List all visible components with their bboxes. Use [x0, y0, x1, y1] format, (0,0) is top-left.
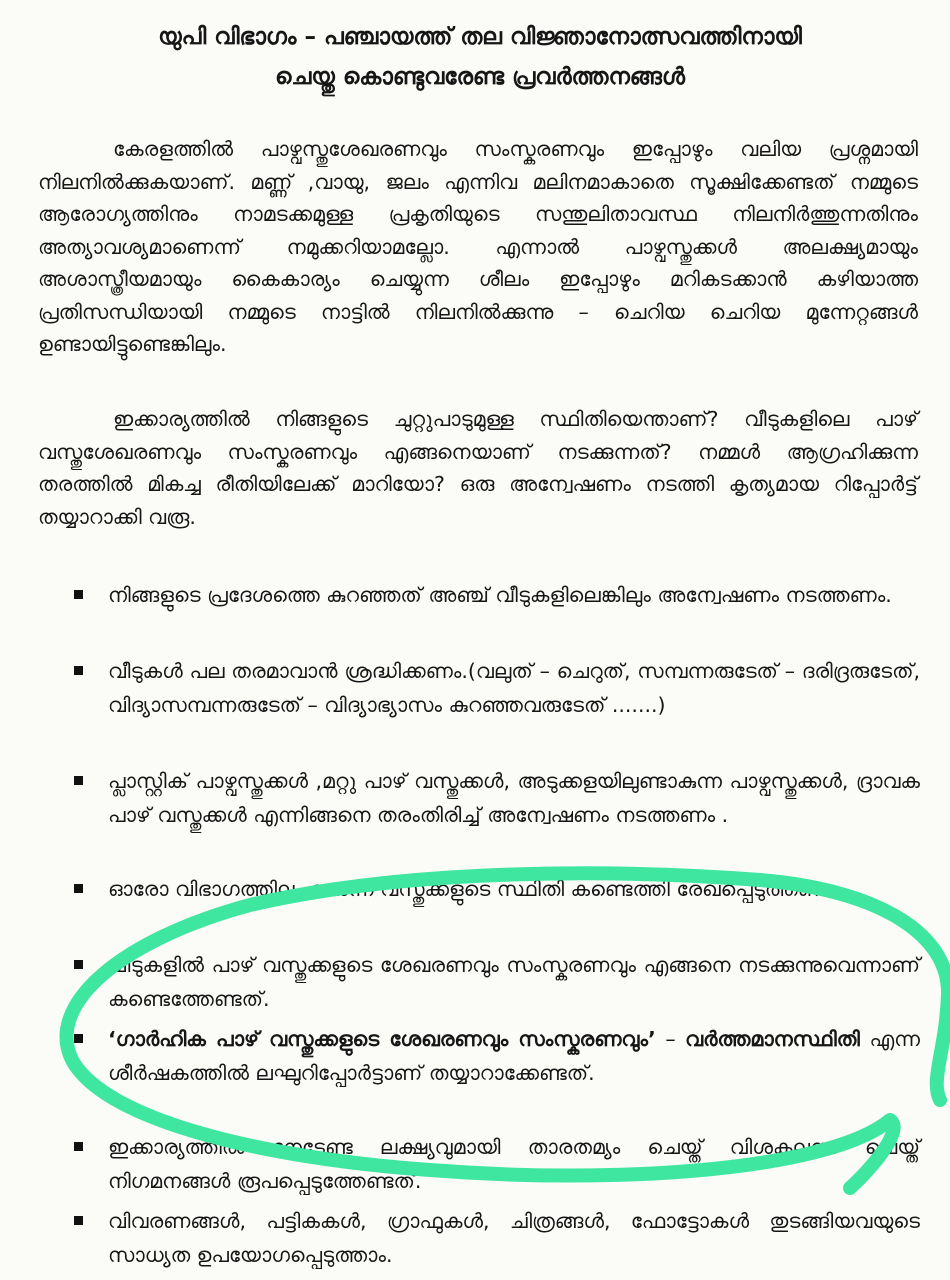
square-bullet-icon	[74, 1216, 83, 1225]
report-title-rest: എന്ന ശീർഷകത്തിൽ ലഘുറിപ്പോർട്ടാണ് തയ്യാറാക്കേണ്ടത്.	[108, 1027, 920, 1085]
report-title-bold: ‘ഗാർഹിക പാഴ് വസ്തുക്കളുടെ ശേഖരണവും സംസ്കരണവും’	[108, 1027, 656, 1051]
list-item-text: വീടുകൾ പല തരമാവാൻ ശ്രദ്ധിക്കണം.(വലുത് – ചെറുത്, സമ്പന്നരുടേത് – ദരിദ്രരുടേത്, വിദ്യാസമ്പന്നരുടേത് – വിദ്യാഭ്യാസം കുറഞ്ഞവരുടേത് .......)	[108, 659, 920, 717]
square-bullet-icon	[74, 960, 83, 969]
page-title-line-1: യുപി വിഭാഗം – പഞ്ചായത്ത് തല വിജ്ഞാനോത്സവത്തിനായി	[158, 24, 802, 50]
list-item	[108, 872, 920, 906]
list-item	[108, 764, 920, 832]
list-item-text: വിവരണങ്ങൾ, പട്ടികകൾ, ഗ്രാഫുകൾ, ചിത്രങ്ങൾ, ഫോട്ടോകൾ തുടങ്ങിയവയുടെ സാധ്യത ഉപയോഗപ്പെടുത്താം.	[108, 1209, 920, 1267]
square-bullet-icon	[74, 776, 83, 785]
square-bullet-icon	[74, 1034, 83, 1043]
report-title-bold-tail: വർത്തമാനസ്ഥിതി	[685, 1027, 860, 1051]
intro-paragraph: കേരളത്തിൽ പാഴ്വസ്തുശേഖരണവും സംസ്കരണവും ഇപ്പോഴും വലിയ പ്രശ്നമായി നിലനിൽക്കുകയാണ്. മണ്ണ് ,വായു, ജലം എന്നിവ മലിനമാകാതെ സൂക്ഷിക്കേണ്ടത് നമ്മുടെ ആരോഗ്യത്തിനും നാമടക്കമുള്ള പ്രകൃതിയുടെ സന്തുലിതാവസ്ഥ നിലനിർത്തുന്നതിനും അത്യാവശ്യമാണെന്ന് നമുക്കറിയാമല്ലോ. എന്നാൽ പാഴ്വസ്തുക്കൾ അലക്ഷ്യമായും അശാസ്ത്രീയമായും കൈകാര്യം ചെയ്യുന്ന ശീലം ഇപ്പോഴും മറികടക്കാൻ കഴിയാത്ത പ്രതിസന്ധിയായി നമ്മുടെ നാട്ടിൽ നിലനിൽക്കുന്നു – ചെറിയ ചെറിയ മുന്നേറ്റങ്ങൾ ഉണ്ടായിട്ടുണ്ടെങ്കിലും.	[38, 137, 918, 356]
list-item	[108, 1204, 920, 1272]
square-bullet-icon	[74, 666, 83, 675]
list-item-text: ഓരോ വിഭാഗത്തിലും വരുന്ന വസ്തുക്കളുടെ സ്ഥിതി കണ്ടെത്തി രേഖപ്പെടുത്തണം.	[108, 877, 841, 901]
list-item	[108, 578, 920, 612]
list-item	[108, 1130, 920, 1198]
list-item	[108, 654, 920, 722]
list-item-text: നിങ്ങളുടെ പ്രദേശത്തെ കുറഞ്ഞത് അഞ്ച് വീടുകളിലെങ്കിലും അന്വേഷണം നടത്തണം.	[108, 583, 892, 607]
list-item	[108, 948, 920, 1016]
square-bullet-icon	[74, 590, 83, 599]
report-title-dash: –	[655, 1027, 686, 1051]
list-item-text: ഇക്കാര്യത്തിൽ നേടേണ്ട ലക്ഷ്യവുമായി താരതമ്യം ചെയ്ത് വിശകലനം ചെയ്ത് നിഗമനങ്ങൾ രൂപപ്പെടുത്തേണ്ടത്.	[108, 1135, 920, 1193]
square-bullet-icon	[74, 1142, 83, 1151]
task-paragraph: ഇക്കാര്യത്തിൽ നിങ്ങളുടെ ചുറ്റുപാടുമുള്ള സ്ഥിതിയെന്താണ്? വീടുകളിലെ പാഴ് വസ്തുശേഖരണവും സംസ്കരണവും എങ്ങനെയാണ് നടക്കുന്നത്? നമ്മൾ ആഗ്രഹിക്കുന്ന തരത്തിൽ മികച്ച രീതിയിലേക്ക് മാറിയോ? ഒരു അന്വേഷണം നടത്തി കൃത്യമായ റിപ്പോർട്ട് തയ്യാറാക്കി വരൂ.	[38, 407, 918, 529]
list-item-text: പ്ലാസ്റ്റിക് പാഴ്വസ്തുക്കൾ ,മറ്റു പാഴ് വസ്തുക്കൾ, അടുക്കളയിലുണ്ടാകുന്ന പാഴ്വസ്തുക്കൾ, ദ്രാവക പാഴ് വസ്തുക്കൾ എന്നിങ്ങനെ തരംതിരിച്ച് അന്വേഷണം നടത്തണം .	[108, 769, 920, 827]
list-item-report-title	[108, 1022, 920, 1090]
page-title-line-2: ചെയ്തു കൊണ്ടുവരേണ്ട പ്രവർത്തനങ്ങൾ	[274, 64, 685, 90]
list-item-text: വീടുകളിൽ പാഴ് വസ്തുക്കളുടെ ശേഖരണവും സംസ്കരണവും എങ്ങനെ നടക്കുന്നുവെന്നാണ് കണ്ടെത്തേണ്ടത്.	[108, 953, 920, 1011]
square-bullet-icon	[74, 884, 83, 893]
